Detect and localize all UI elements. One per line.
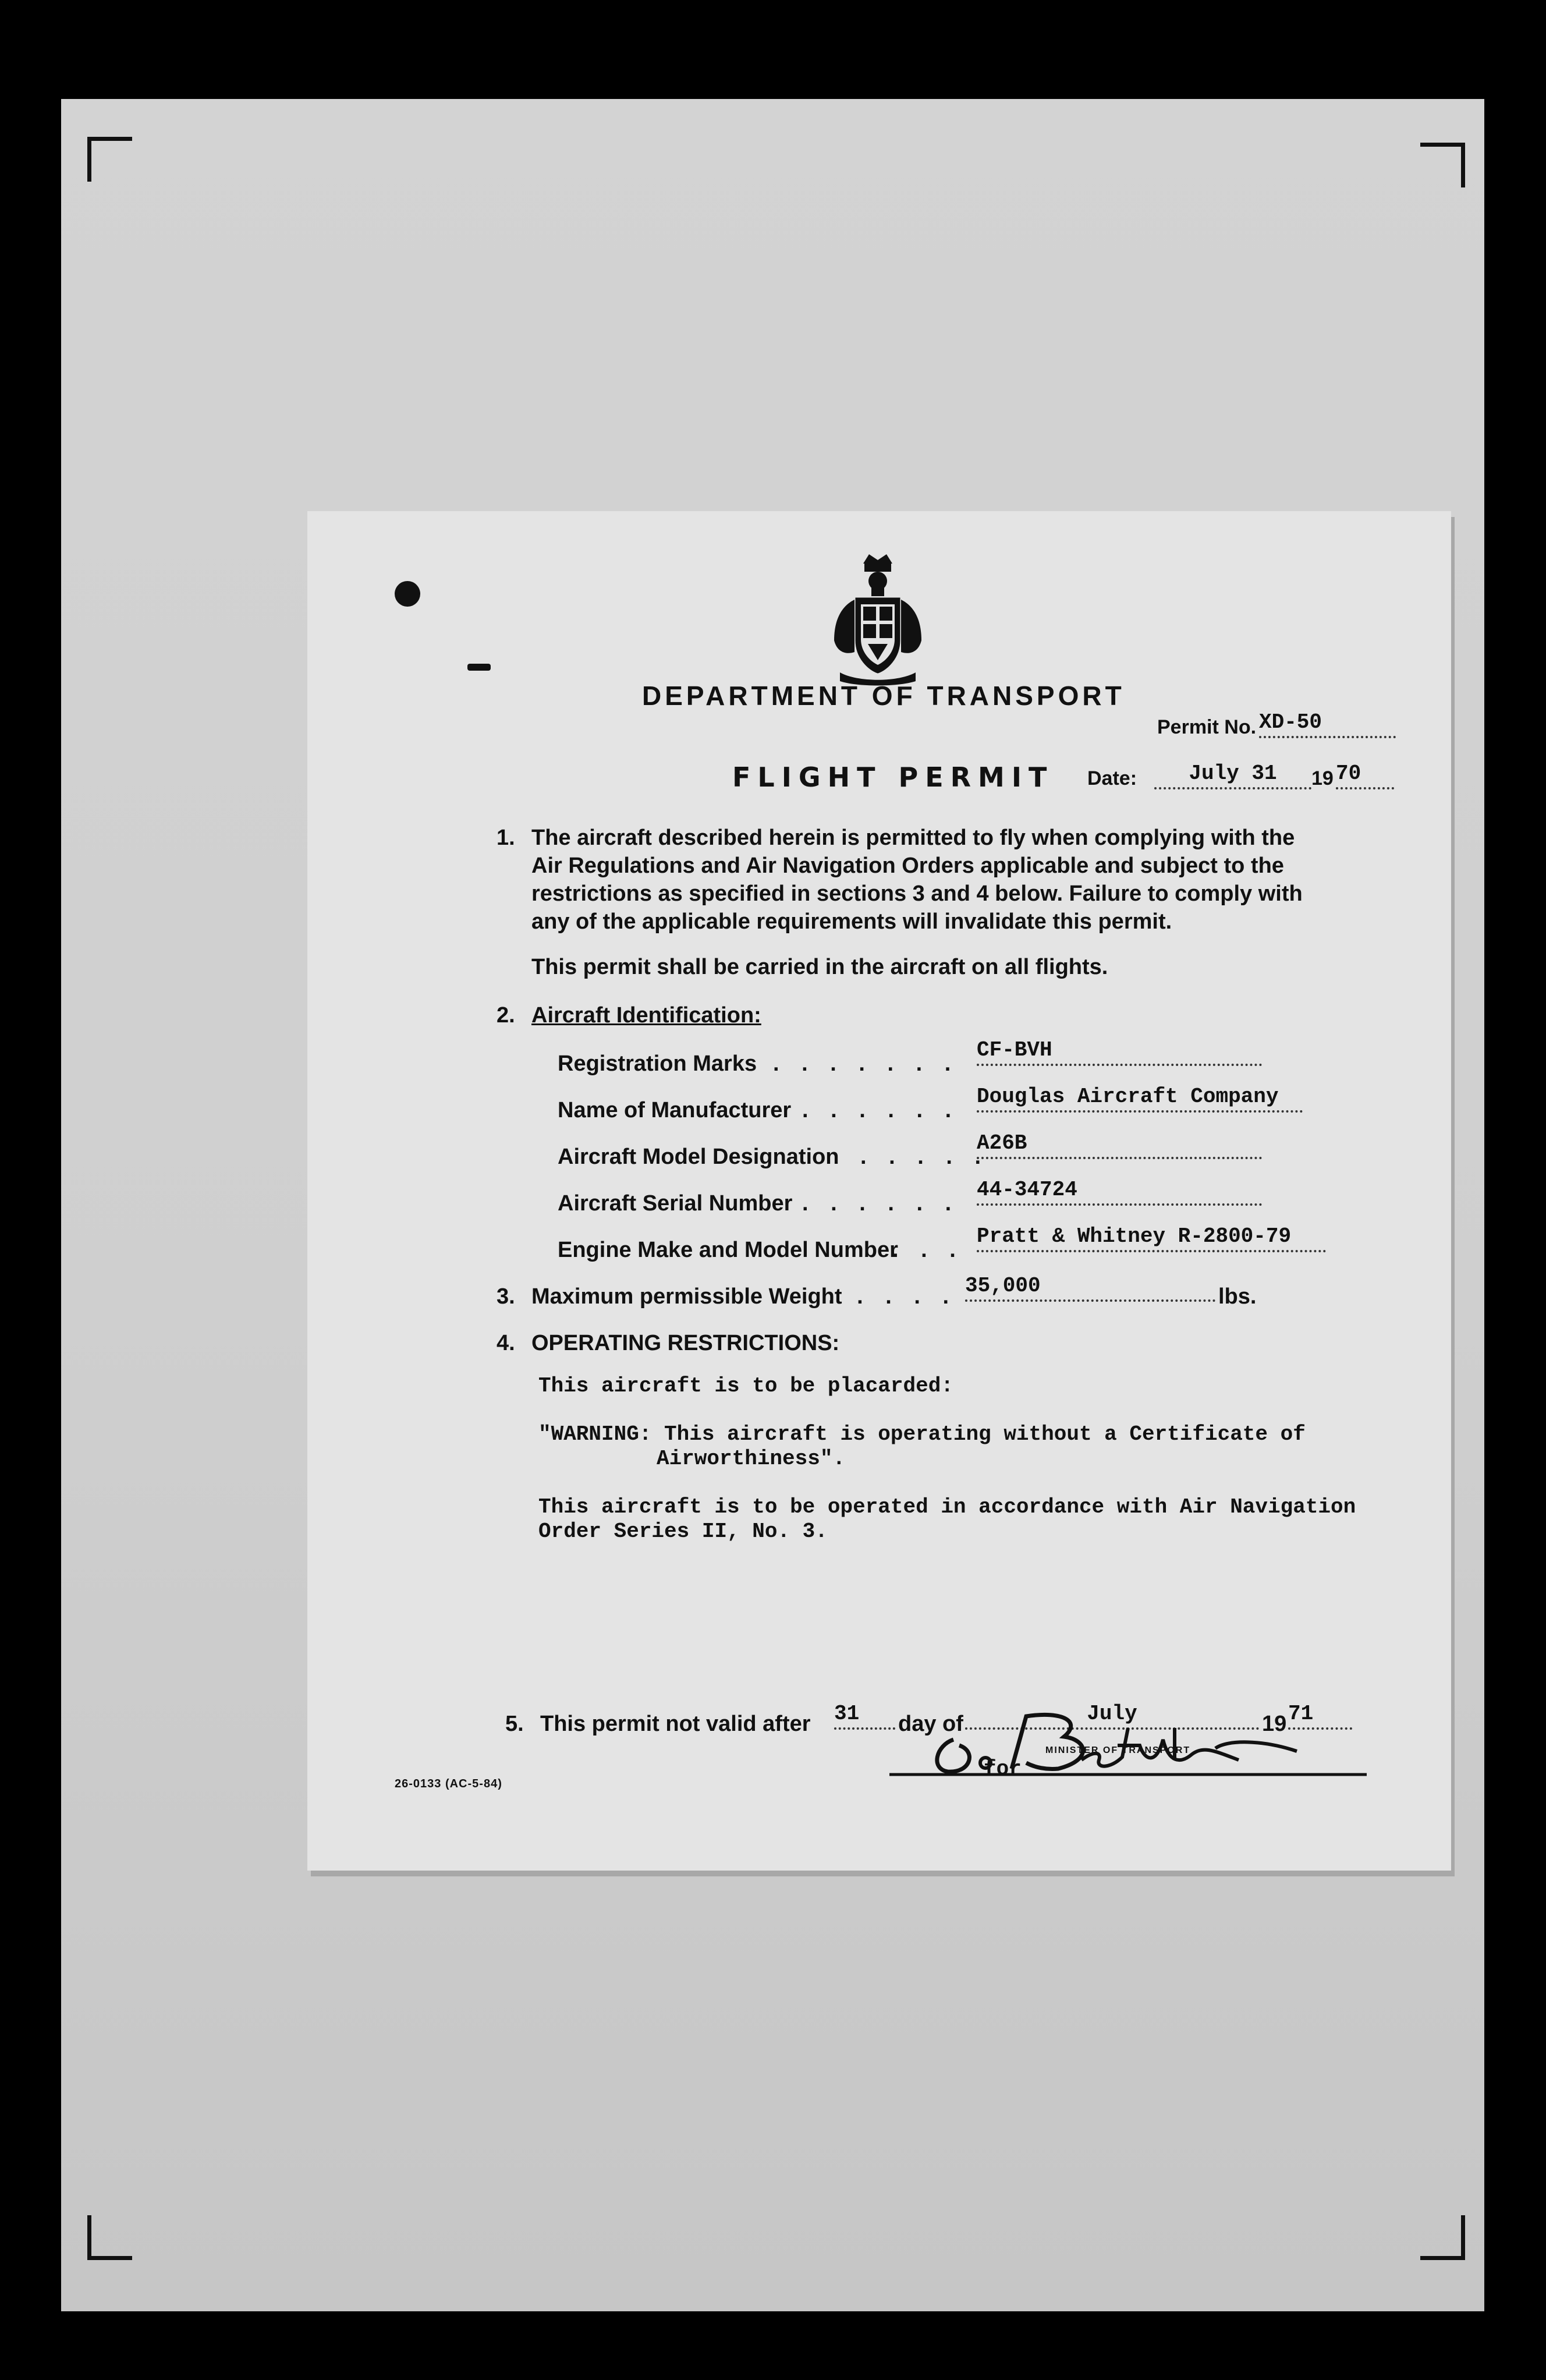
section4-number: 4. xyxy=(497,1331,515,1355)
section4-heading: OPERATING RESTRICTIONS: xyxy=(531,1331,840,1355)
date-label: Date: xyxy=(1087,767,1137,789)
valid-month: July xyxy=(965,1702,1259,1730)
manufacturer-value: Douglas Aircraft Company xyxy=(977,1085,1303,1113)
section3-number: 3. xyxy=(497,1284,515,1309)
valid-day: 31 xyxy=(834,1702,895,1730)
date-year: 70 xyxy=(1336,762,1394,789)
day-of-label: day of xyxy=(898,1712,963,1736)
section1-line: restrictions as specified in sections 3 and 4 below. Failure to comply with xyxy=(531,881,1303,906)
field-leader-dots: . . . xyxy=(892,1238,964,1262)
signatory-title: MINISTER OF TRANSPORT xyxy=(1045,1745,1191,1755)
crop-mark-bottom-left xyxy=(87,2215,132,2260)
weight-unit: lbs. xyxy=(1218,1284,1257,1309)
registration-marks-value: CF-BVH xyxy=(977,1038,1262,1066)
carry-note: This permit shall be carried in the aircraft on all flights. xyxy=(531,955,1108,979)
field-leader-dots: . . . . . . . xyxy=(773,1051,959,1076)
section2-number: 2. xyxy=(497,1003,515,1028)
restriction-line: This aircraft is to be operated in accordance with Air Navigation xyxy=(538,1495,1356,1519)
field-leader-dots: . . . . . xyxy=(828,1284,958,1309)
field-leader-dots: . . . . . xyxy=(860,1145,990,1169)
department-heading: DEPARTMENT OF TRANSPORT xyxy=(642,681,1125,711)
serial-number-value: 44-34724 xyxy=(977,1178,1262,1206)
punch-slot xyxy=(467,664,491,671)
section1-line: any of the applicable requirements will invalidate this permit. xyxy=(531,909,1172,934)
coat-of-arms-icon xyxy=(828,553,927,687)
crop-mark-top-left xyxy=(87,137,132,182)
placard-instruction: This aircraft is to be placarded: xyxy=(538,1374,953,1398)
punch-hole xyxy=(395,581,420,607)
for-label: for xyxy=(984,1757,1022,1781)
section5-number: 5. xyxy=(505,1712,524,1736)
crop-mark-bottom-right xyxy=(1420,2215,1465,2260)
valid-year-prefix: 19 xyxy=(1262,1712,1287,1736)
date-year-prefix: 19 xyxy=(1311,767,1334,789)
section1-number: 1. xyxy=(497,826,515,850)
crop-mark-top-right xyxy=(1420,143,1465,187)
field-label: Aircraft Model Designation xyxy=(558,1145,839,1169)
field-label: Registration Marks xyxy=(558,1051,757,1076)
max-weight-value: 35,000 xyxy=(965,1274,1215,1302)
valid-year: 71 xyxy=(1288,1702,1352,1730)
field-leader-dots: . . . . . . xyxy=(802,1191,960,1216)
form-code: 26-0133 (AC-5-84) xyxy=(395,1777,502,1790)
section1-line: The aircraft described herein is permitted to fly when complying with the xyxy=(531,826,1295,850)
valid-after-label: This permit not valid after xyxy=(540,1712,811,1736)
permit-no-value: XD-50 xyxy=(1259,710,1396,738)
field-leader-dots: . . . . . . xyxy=(802,1098,960,1122)
engine-value: Pratt & Whitney R-2800-79 xyxy=(977,1224,1326,1252)
flight-permit-form xyxy=(307,511,1451,1871)
field-label: Name of Manufacturer xyxy=(558,1098,792,1122)
max-weight-label: Maximum permissible Weight xyxy=(531,1284,842,1309)
model-designation-value: A26B xyxy=(977,1131,1262,1159)
section1-line: Air Regulations and Air Navigation Orders applicable and subject to the xyxy=(531,853,1284,878)
permit-no-label: Permit No. xyxy=(1157,716,1257,738)
field-label: Engine Make and Model Number xyxy=(558,1238,898,1262)
date-month-day: July 31 xyxy=(1154,762,1311,789)
warning-line: Airworthiness". xyxy=(657,1447,846,1471)
section2-heading: Aircraft Identification: xyxy=(531,1003,761,1028)
field-label: Aircraft Serial Number xyxy=(558,1191,793,1216)
restriction-line: Order Series II, No. 3. xyxy=(538,1520,828,1543)
warning-line: "WARNING: This aircraft is operating without a Certificate of xyxy=(538,1422,1306,1446)
form-title: FLIGHT PERMIT xyxy=(732,762,1054,793)
